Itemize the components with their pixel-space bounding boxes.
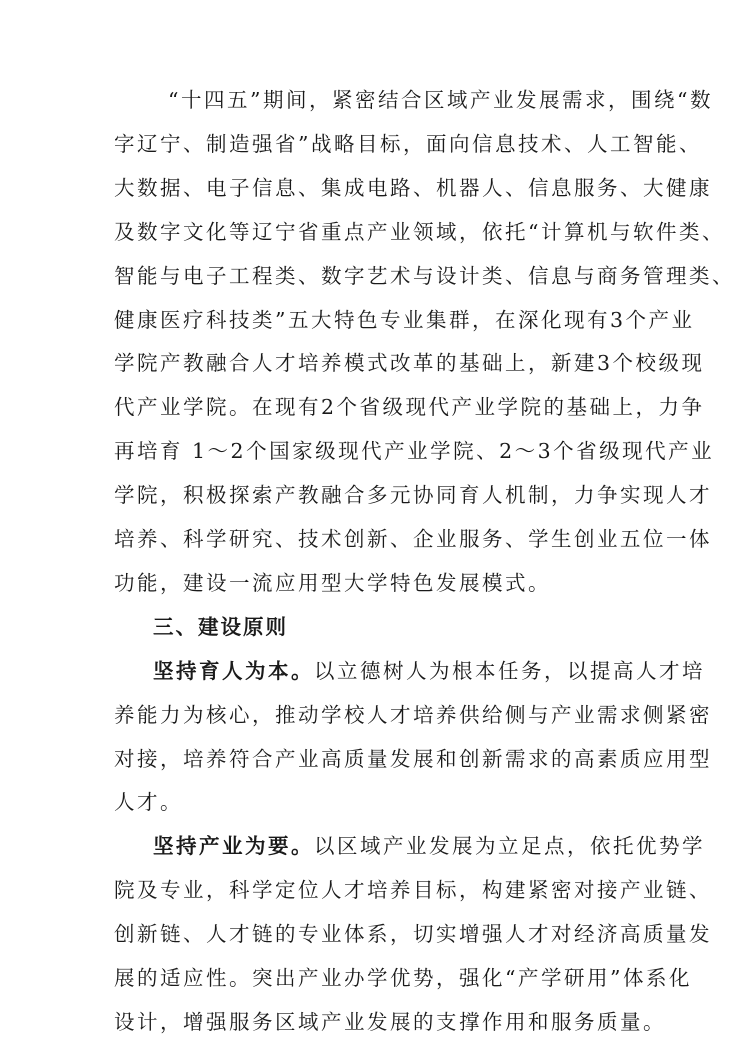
paragraph-2-line: 对接，培养符合产业高质量发展和创新需求的高素质应用型 — [114, 747, 712, 771]
paragraph-3-line: 设计，增强服务区域产业发展的支撑作用和服务质量。 — [114, 1010, 666, 1034]
paragraph-3-first-line-rest: 以区域产业发展为立足点，依托优势学 — [314, 834, 705, 858]
paragraph-3-lead: 坚持产业为要。 — [153, 834, 314, 858]
paragraph-1-line: 智能与电子工程类、数字艺术与设计类、信息与商务管理类、 — [114, 264, 735, 288]
paragraph-3-line: 创新链、人才链的专业体系，切实增强人才对经济高质量发 — [114, 922, 712, 946]
paragraph-1-line: 学院，积极探索产教融合多元协同育人机制，力争实现人才 — [114, 483, 712, 507]
paragraph-3-first-line — [153, 834, 705, 858]
paragraph-2-first-line-rest: 以立德树人为根本任务，以提高人才培 — [314, 659, 705, 683]
paragraph-1-line: “十四五”期间，紧密结合区域产业发展需求，围绕“数 — [168, 88, 713, 112]
paragraph-1-line: 及数字文化等辽宁省重点产业领域，依托“计算机与软件类、 — [114, 220, 725, 244]
paragraph-2-lead: 坚持育人为本。 — [153, 659, 314, 683]
paragraph-3-line: 展的适应性。突出产业办学优势，强化“产学研用”体系化 — [114, 966, 692, 990]
paragraph-1-line: 字辽宁、制造强省”战略目标，面向信息技术、人工智能、 — [114, 132, 702, 156]
paragraph-1-line: 健康医疗科技类”五大特色专业集群，在深化现有3个产业 — [114, 308, 695, 332]
paragraph-1-line: 学院产教融合人才培养模式改革的基础上，新建3个校级现 — [114, 351, 705, 375]
paragraph-2-line: 人才。 — [114, 790, 183, 814]
section-heading: 三、建设原则 — [153, 615, 288, 639]
paragraph-2-first-line — [153, 659, 705, 683]
paragraph-2-line: 养能力为核心，推动学校人才培养供给侧与产业需求侧紧密 — [114, 703, 712, 727]
paragraph-1-line: 大数据、电子信息、集成电路、机器人、信息服务、大健康 — [114, 176, 712, 200]
paragraph-1-line: 再培育 1～2个国家级现代产业学院、2～3个省级现代产业 — [114, 439, 715, 463]
paragraph-1-line: 代产业学院。在现有2个省级现代产业学院的基础上，力争 — [114, 395, 705, 419]
paragraph-1-line: 功能，建设一流应用型大学特色发展模式。 — [114, 571, 551, 595]
paragraph-1-line: 培养、科学研究、技术创新、企业服务、学生创业五位一体 — [114, 527, 712, 551]
paragraph-3-line: 院及专业，科学定位人才培养目标，构建紧密对接产业链、 — [114, 878, 712, 902]
